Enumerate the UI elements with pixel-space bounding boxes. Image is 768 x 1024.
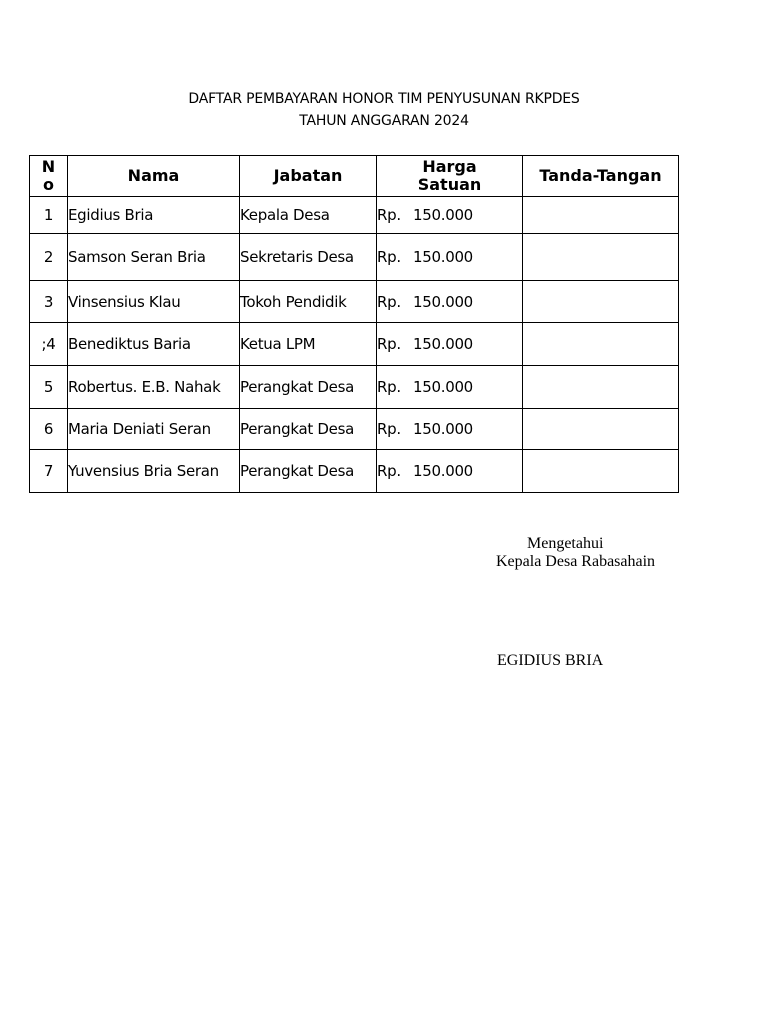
cell-no: 1: [30, 197, 68, 234]
cell-harga: [377, 450, 523, 493]
currency-label: Rp.: [377, 292, 401, 311]
table-row: [30, 450, 679, 493]
table-row: [30, 323, 679, 366]
cell-tanda-tangan: [523, 366, 679, 409]
cell-tanda-tangan: [523, 409, 679, 450]
price-value: 150.000: [413, 462, 473, 480]
cell-harga: [377, 409, 523, 450]
cell-nama: Vinsensius Klau: [68, 281, 240, 323]
table-row: [30, 409, 679, 450]
cell-harga: [377, 281, 523, 323]
header-no-line1: N: [41, 157, 56, 176]
title-line-1: DAFTAR PEMBAYARAN HONOR TIM PENYUSUNAN RKPDES: [188, 91, 580, 107]
table-row: [30, 281, 679, 323]
cell-harga: [377, 197, 523, 234]
price-value: 150.000: [413, 206, 473, 224]
price-value: 150.000: [413, 292, 473, 311]
cell-no: 6: [30, 409, 68, 450]
header-harga-line2: Satuan: [417, 175, 482, 194]
currency-label: Rp.: [377, 248, 401, 266]
header-harga-satuan: [377, 156, 523, 197]
currency-label: Rp.: [377, 420, 401, 438]
cell-tanda-tangan: [523, 234, 679, 281]
cell-no: 3: [30, 281, 68, 323]
currency-label: Rp.: [377, 206, 401, 224]
cell-harga: [377, 323, 523, 366]
cell-no: 5: [30, 366, 68, 409]
currency-label: Rp.: [377, 462, 401, 480]
price-value: 150.000: [413, 335, 473, 353]
signer-position: Kepala Desa Rabasahain: [496, 553, 656, 570]
price-value: 150.000: [413, 420, 473, 438]
cell-nama: Robertus. E.B. Nahak: [68, 366, 240, 409]
currency-label: Rp.: [377, 335, 401, 353]
cell-nama: Egidius Bria: [68, 197, 240, 234]
header-harga-line1: Harga: [422, 157, 477, 176]
price-value: 150.000: [413, 248, 473, 266]
cell-jabatan: Perangkat Desa: [240, 409, 377, 450]
table-header-row: [30, 156, 679, 197]
cell-tanda-tangan: [523, 281, 679, 323]
cell-jabatan: Ketua LPM: [240, 323, 377, 366]
header-tanda-tangan: Tanda-Tangan: [523, 156, 679, 197]
honor-payment-table: [29, 155, 679, 493]
header-no: [30, 156, 68, 197]
cell-nama: Maria Deniati Seran: [68, 409, 240, 450]
cell-jabatan: Perangkat Desa: [240, 450, 377, 493]
cell-no: 7: [30, 450, 68, 493]
header-no-line2: o: [43, 175, 54, 194]
table-row: [30, 197, 679, 234]
cell-tanda-tangan: [523, 450, 679, 493]
price-value: 150.000: [413, 378, 473, 396]
cell-harga: [377, 366, 523, 409]
cell-nama: Benediktus Baria: [68, 323, 240, 366]
table-row: [30, 366, 679, 409]
cell-nama: Samson Seran Bria: [68, 234, 240, 281]
cell-jabatan: Sekretaris Desa: [240, 234, 377, 281]
title-line-2: TAHUN ANGGARAN 2024: [299, 113, 469, 129]
cell-no: ;4: [30, 323, 68, 366]
signer-name: EGIDIUS BRIA: [497, 652, 604, 669]
header-jabatan: Jabatan: [240, 156, 377, 197]
acknowledged-label: Mengetahui: [527, 535, 604, 552]
cell-nama: Yuvensius Bria Seran: [68, 450, 240, 493]
cell-jabatan: Kepala Desa: [240, 197, 377, 234]
cell-no: 2: [30, 234, 68, 281]
cell-jabatan: Perangkat Desa: [240, 366, 377, 409]
header-nama: Nama: [68, 156, 240, 197]
table-row: [30, 234, 679, 281]
cell-harga: [377, 234, 523, 281]
currency-label: Rp.: [377, 378, 401, 396]
cell-tanda-tangan: [523, 323, 679, 366]
document-title: [0, 88, 768, 132]
cell-jabatan: Tokoh Pendidik: [240, 281, 377, 323]
cell-tanda-tangan: [523, 197, 679, 234]
